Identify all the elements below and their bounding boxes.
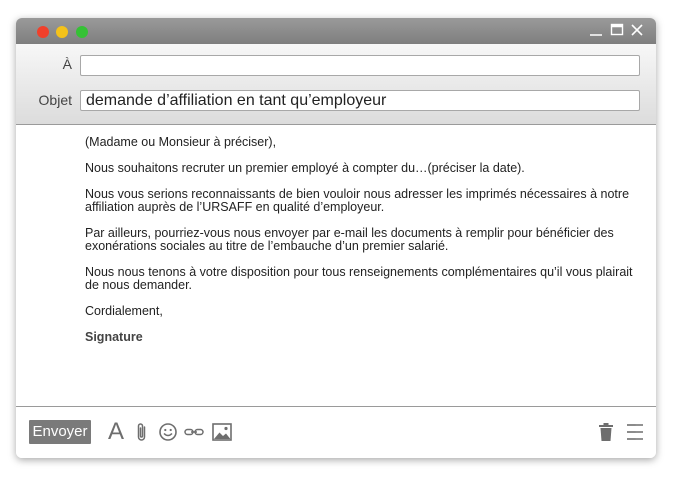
trash-icon[interactable] — [596, 419, 616, 445]
subject-label: Objet — [38, 92, 72, 108]
send-button[interactable]: Envoyer — [29, 420, 91, 444]
title-bar — [16, 18, 656, 44]
message-body[interactable] — [85, 136, 640, 357]
paperclip-icon[interactable] — [133, 419, 151, 445]
compose-toolbar — [16, 406, 656, 458]
link-icon[interactable] — [183, 419, 205, 445]
signature: Signature — [85, 330, 143, 344]
body-paragraph: Nous souhaitons recruter un premier employé à compter du…(préciser la date). — [85, 161, 525, 175]
minimize-dot[interactable] — [56, 26, 68, 38]
font-icon[interactable]: A — [107, 418, 124, 445]
body-paragraph: Cordialement, — [85, 304, 163, 318]
body-paragraph: Nous nous tenons à votre disposition pour tous renseignements complémentaires qu’il vous plairait de nous demander. — [85, 265, 633, 292]
compose-header — [16, 44, 656, 125]
email-compose-window — [16, 18, 656, 458]
zoom-dot[interactable] — [76, 26, 88, 38]
image-icon[interactable] — [211, 419, 233, 445]
body-paragraph: Par ailleurs, pourriez-vous nous envoyer par e-mail les documents à remplir pour bénéficier des exonérations sociales au titre de l’embauche d’un premier salarié. — [85, 226, 614, 253]
body-paragraph: Nous vous serions reconnaissants de bien vouloir nous adresser les imprimés nécessaires à notre affiliation auprès de l’URSAFF en qualité d’employeur. — [85, 187, 630, 214]
emoji-icon[interactable] — [157, 419, 179, 445]
to-field[interactable] — [80, 55, 640, 76]
menu-icon[interactable] — [624, 419, 646, 445]
close-icon[interactable] — [629, 22, 645, 38]
body-paragraph: (Madame ou Monsieur à préciser), — [85, 135, 277, 149]
close-dot[interactable] — [37, 26, 49, 38]
subject-field[interactable] — [80, 90, 640, 111]
minimize-icon[interactable] — [588, 22, 604, 38]
to-label: À — [62, 56, 72, 72]
maximize-icon[interactable] — [609, 22, 625, 38]
